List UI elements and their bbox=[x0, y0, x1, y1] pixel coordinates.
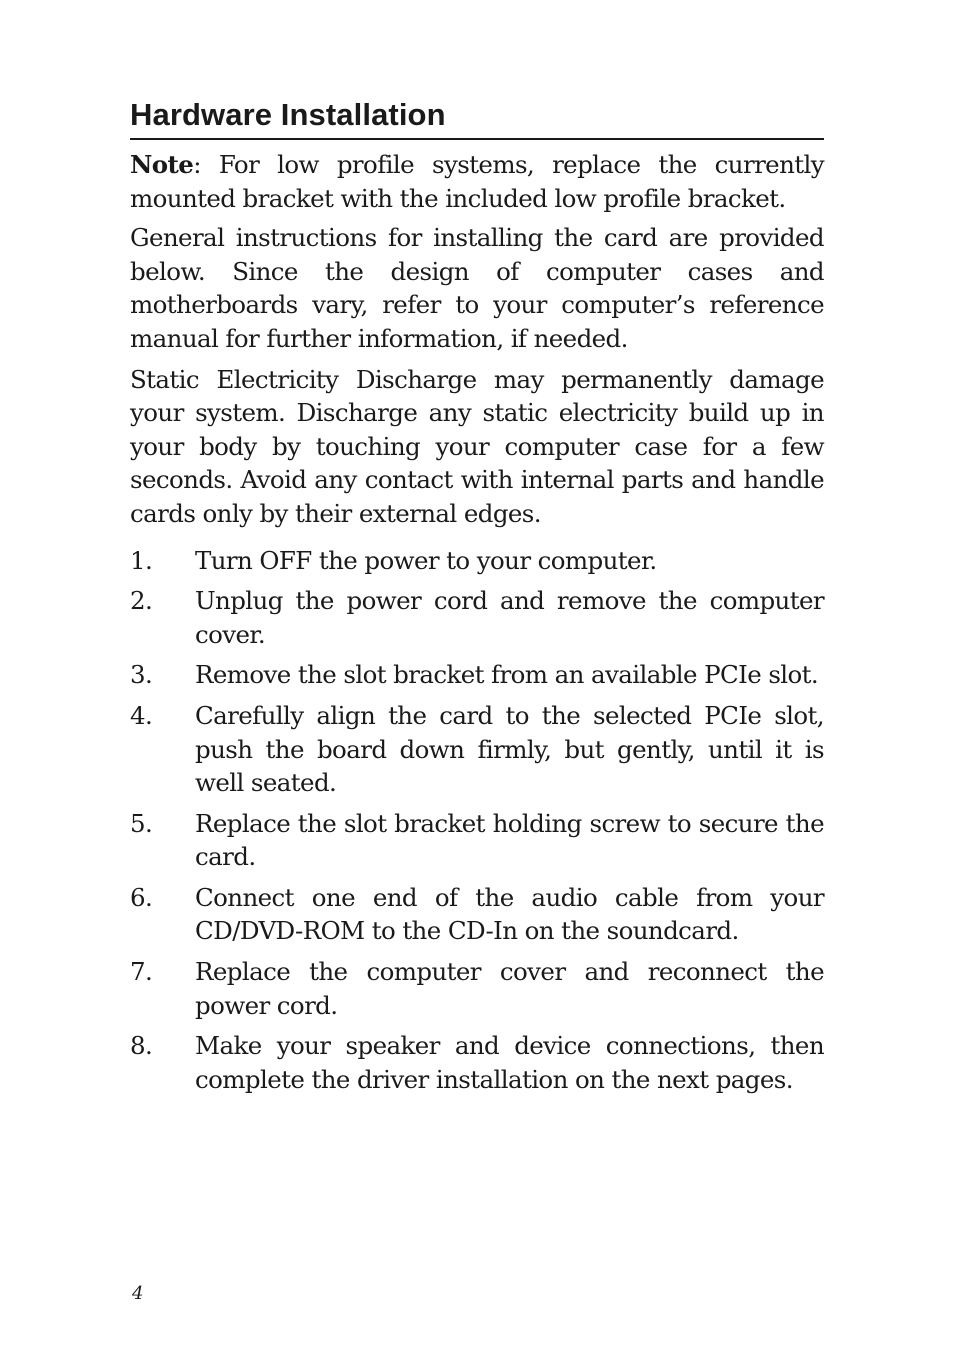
list-item bbox=[130, 544, 824, 578]
installation-steps-list bbox=[130, 544, 824, 1097]
note-paragraph bbox=[130, 148, 824, 215]
step-number: 8. bbox=[130, 1031, 153, 1061]
step-number: 2. bbox=[130, 586, 153, 616]
step-number: 4. bbox=[130, 700, 153, 730]
list-item bbox=[130, 658, 824, 692]
note-text: : For low profile systems, replace the currently mounted bracket with the included low profile bracket. bbox=[130, 150, 824, 213]
step-text: Connect one end of the audio cable from your CD/DVD-ROM to the CD-In on the soundcard. bbox=[195, 882, 824, 946]
step-number: 3. bbox=[130, 660, 153, 690]
step-text: Carefully align the card to the selected PCIe slot, push the board down firmly, but gently, until it is well seated. bbox=[195, 700, 824, 798]
step-text: Remove the slot bracket from an available PCIe slot. bbox=[195, 660, 819, 690]
list-item bbox=[130, 584, 824, 651]
step-text: Unplug the power cord and remove the computer cover. bbox=[195, 586, 824, 649]
page-number: 4 bbox=[132, 1283, 144, 1304]
step-number: 7. bbox=[130, 957, 153, 987]
step-text: Turn OFF the power to your computer. bbox=[195, 545, 657, 575]
section-heading: Hardware Installation bbox=[130, 95, 824, 140]
list-item bbox=[130, 699, 824, 800]
list-item bbox=[130, 807, 824, 874]
list-item bbox=[130, 881, 824, 948]
step-number: 6. bbox=[130, 882, 153, 912]
note-label: Note bbox=[130, 150, 194, 179]
step-number: 1. bbox=[130, 545, 153, 575]
general-instructions-paragraph: General instructions for installing the card are provided below. Since the design of computer cases and motherboards vary, refer to your computer’s reference manual for further information, if needed. bbox=[130, 223, 824, 353]
document-page bbox=[130, 95, 824, 1103]
list-item bbox=[130, 1029, 824, 1096]
static-warning-paragraph: Static Electricity Discharge may permanently damage your system. Discharge any static electricity build up in your body by touching your computer case for a few seconds. Avoid any contact with internal parts and handle cards only by their external edges. bbox=[130, 364, 824, 528]
list-item bbox=[130, 955, 824, 1022]
step-text: Make your speaker and device connections, then complete the driver installation on the next pages. bbox=[195, 1031, 824, 1094]
step-text: Replace the computer cover and reconnect the power cord. bbox=[195, 957, 824, 1020]
step-number: 5. bbox=[130, 808, 153, 838]
step-text: Replace the slot bracket holding screw to secure the card. bbox=[195, 808, 824, 872]
